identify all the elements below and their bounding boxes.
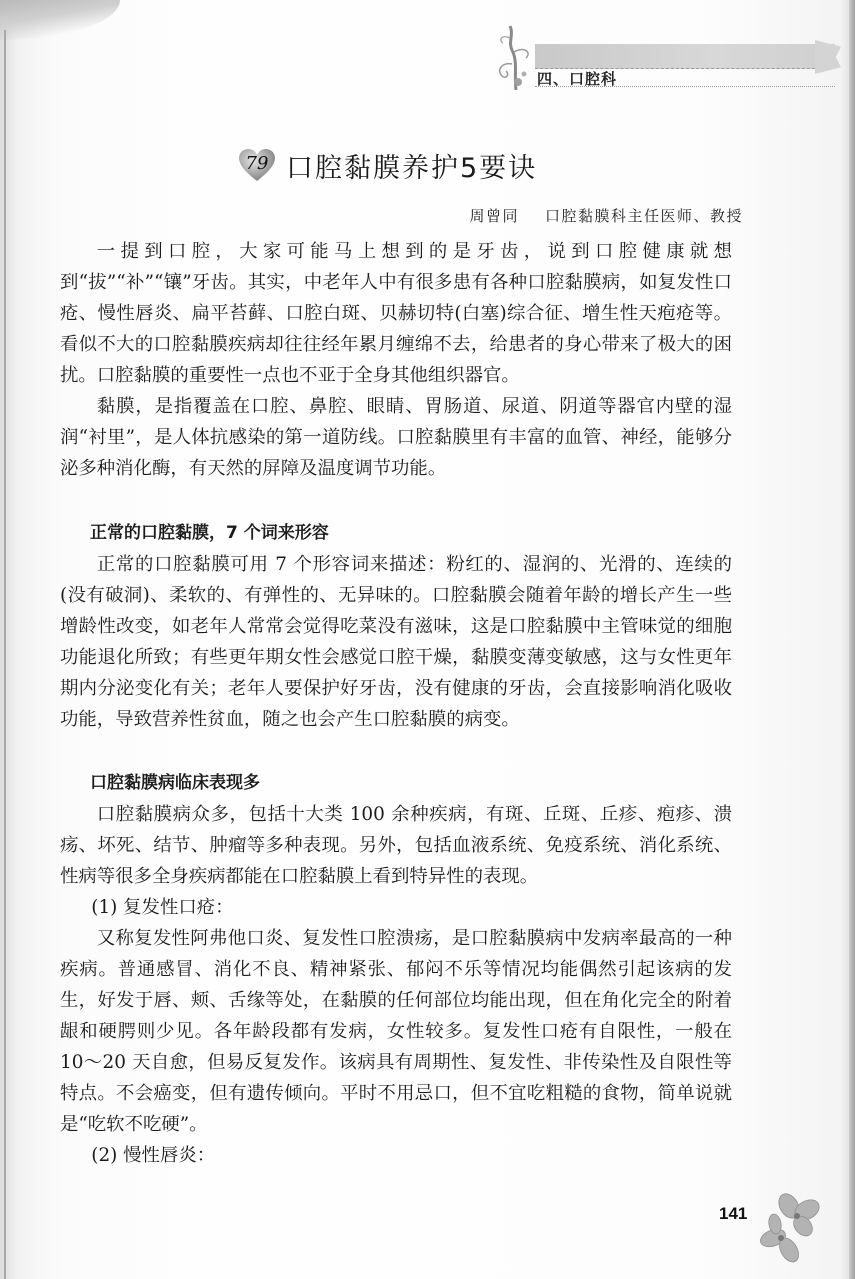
list-item-text-recurrent-ulcer: 又称复发性阿弗他口炎、复发性口腔溃疡，是口腔黏膜病中发病率最高的一种疾病。普通感冒、消化不良、精神紧张、郁闷不乐等情况均能偶然引起该病的发生，好发于唇、颊、舌缘等处，在黏膜的任何部位均能出现，但在角化完全的附着龈和硬腭则少见。各年龄段都有发病，女性较多。复发性口疮有自限性，一般在 10～20 天自愈，但易反复发作。该病具有周期性、复发性、非传染性及自限性等特点。不会癌变，但有遗传倾向。平时不用忌口，但不宜吃粗糙的食物，简单说就是“吃软不吃硬”。 [60,928,732,1135]
list-item-label-chronic-cheilitis: (2) 慢性唇炎： [91,1145,216,1166]
chapter-label: 四、口腔科 [537,70,618,88]
article-number-badge [238,148,276,182]
author-name: 周曾同 [469,207,519,225]
article-title-row [238,140,537,190]
section-1-paragraph-1: 正常的口腔黏膜可用 7 个形容词来描述：粉红的、湿润的、光滑的、连续的(没有破洞)、柔软的、有弹性的、无异味的。口腔黏膜会随着年龄的增长产生一些增龄性改变，如老年人常常会觉得吃菜没有滋味，这是口腔黏膜中主管味觉的细胞功能退化所致；有些更年期女性会感觉口腔干燥，黏膜变薄变敏感，这与女性更年期内分泌变化有关；老年人要保护好牙齿，没有健康的牙齿，会直接影响消化吸收功能，导致营养性贫血，随之也会产生口腔黏膜的病变。 [60,554,732,730]
article-number: 79 [245,153,269,174]
list-item-label-recurrent-ulcer: (1) 复发性口疮： [91,897,234,918]
byline [469,205,743,226]
book-spine [4,30,6,1279]
page-number: 141 [719,1204,748,1223]
article-title: 口腔黏膜养护5要诀 [286,152,538,184]
header-flag-ornament [815,40,841,74]
intro-paragraph-1: 一提到口腔，大家可能马上想到的是牙齿，说到口腔健康就想到“拔”“补”“镶”牙齿。其实，中老年人中有很多患有各种口腔黏膜病，如复发性口疮、慢性唇炎、扁平苔藓、口腔白斑、贝赫切特(白塞)综合征、增生性天疱疮等。看似不大的口腔黏膜疾病却往往经年累月缠绵不去，给患者的身心带来了极大的困扰。口腔黏膜的重要性一点也不亚于全身其他组织器官。 [60,241,732,386]
article-body [60,236,732,1171]
intro-paragraph-2: 黏膜，是指覆盖在口腔、鼻腔、眼睛、胃肠道、尿道、阴道等器官内壁的湿润“衬里”，是人体抗感染的第一道防线。口腔黏膜里有丰富的血管、神经，能够分泌多种消化酶，有天然的屏障及温度调节功能。 [60,396,732,479]
page-corner-shadow [0,0,120,40]
section-2-paragraph-1: 口腔黏膜病众多，包括十大类 100 余种疾病，有斑、丘斑、丘疹、疱疹、溃疡、坏死、结节、肿瘤等多种表现。另外，包括血液系统、免疫系统、消化系统、性病等很多全身疾病都能在口腔黏膜上看到特异性的表现。 [60,804,732,887]
header-band [535,44,835,69]
page-edge [849,0,855,1279]
flower-ornament-icon [745,1188,830,1268]
section-heading-clinical-manifestations: 口腔黏膜病临床表现多 [90,773,260,793]
section-heading-normal-mucosa: 正常的口腔黏膜，7 个词来形容 [90,523,329,543]
vine-ornament-icon [488,24,538,90]
author-title: 口腔黏膜科主任医师、教授 [544,207,743,225]
